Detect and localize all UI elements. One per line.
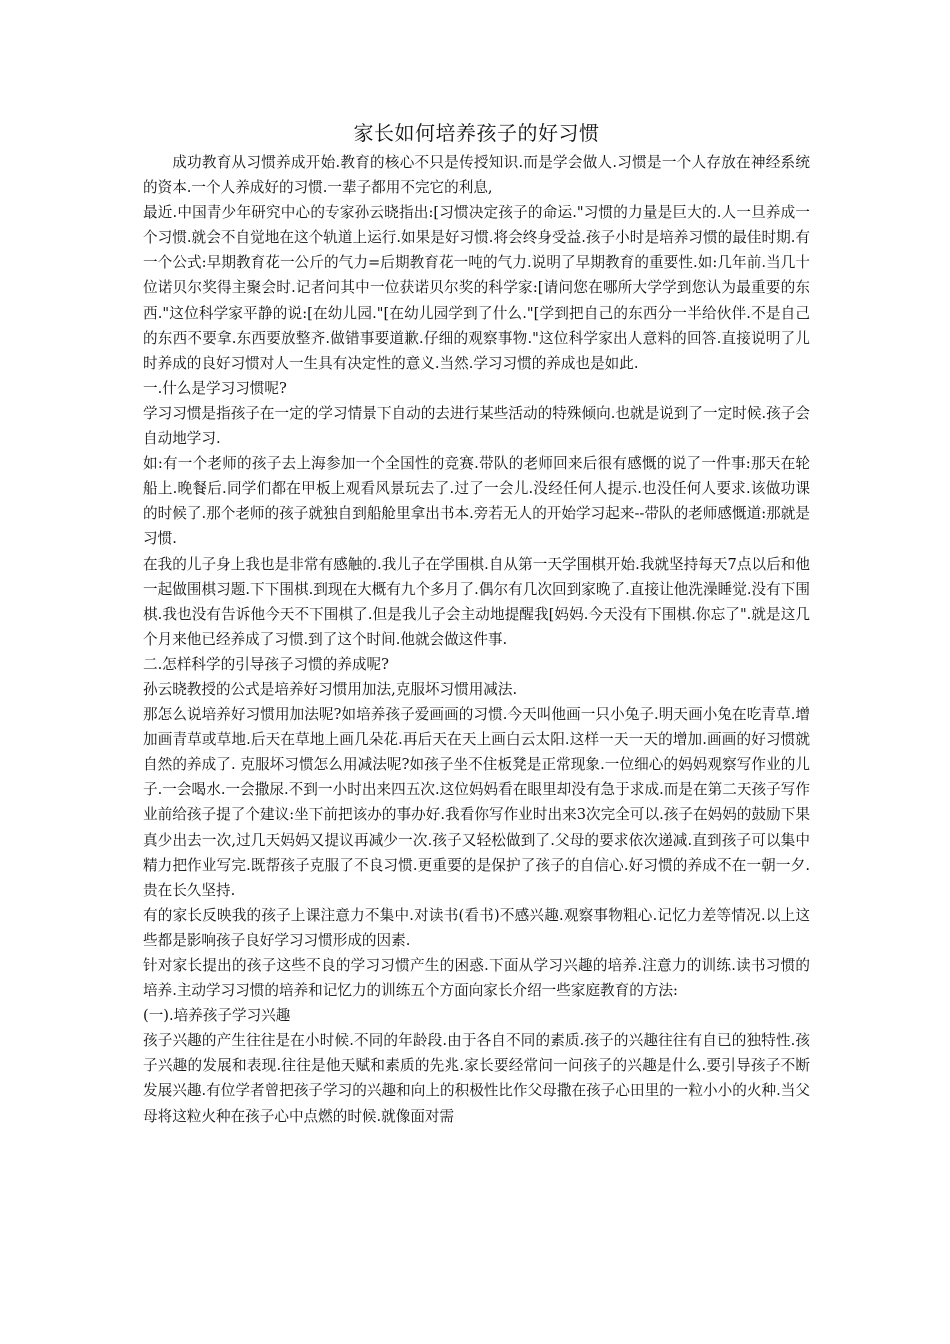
paragraph-interest: 孩子兴趣的产生往往是在小时候.不同的年龄段.由于各自不同的素质.孩子的兴趣往往有自已的独特性.孩子兴趣的发展和表现.往往是他天赋和素质的先兆.家长要经常问一问孩子的兴趣是什么.要引导孩子不断发展兴趣.有位学者曾把孩子学习的兴趣和向上的积极性比作父母撒在孩子心田里的一粒小小的火种.当父母将这粒火种在孩子心中点燃的时候.就像面对需 [143, 1032, 810, 1125]
section-heading-how-to-guide: 二.怎样科学的引导孩子习惯的养成呢? [143, 655, 389, 673]
paragraph-addition-subtraction: 那怎么说培养好习惯用加法呢?如培养孩子爱画画的习惯.今天叫他画一只小兔子.明天画小兔在吃青草.增加画青草或草地.后天在草地上画几朵花.再后天在天上画白云太阳.这样一天一天的增加.画画的好习惯就自然的养成了. 克服坏习惯怎么用减法呢?如孩子坐不住板凳是正常现象.一位细心的妈妈观察写作业的儿子.一会喝水.一会撒尿.不到一小时出来四五次.这位妈妈看在眼里却没有急于求成.而是在第二天孩子写作业前给孩子提了个建议:坐下前把该办的事办好.我看你写作业时出来3次完全可以.孩子在妈妈的鼓励下果真少出去一次,过几天妈妈又提议再减少一次.孩子又轻松做到了.父母的要求依次递减.直到孩子可以集中精力把作业写完.既帮孩子克服了不良习惯.更重要的是保护了孩子的自信心.好习惯的养成不在一朝一夕.贵在长久坚持. [143, 706, 810, 899]
subsection-heading-interest: (一).培养孩子学习兴趣 [143, 1007, 291, 1025]
section-heading-what-is-habit: 一.什么是学习习惯呢? [143, 379, 287, 397]
paragraph-definition: 学习习惯是指孩子在一定的学习情景下自动的去进行某些活动的特殊倾向.也就是说到了一定时候.孩子会自动地学习. [143, 404, 810, 448]
paragraph-five-aspects: 针对家长提出的孩子这些不良的学习习惯产生的困惑.下面从学习兴趣的培养.注意力的训练.读书习惯的培养.主动学习习惯的培养和记忆力的训练五个方面向家长介绍一些家庭教育的方法: [143, 957, 810, 1000]
paragraph-expert-quote: 最近.中国青少年研究中心的专家孙云晓指出:[习惯决定孩子的命运."习惯的力量是巨大的.人一旦养成一个习惯.就会不自觉地在这个轨道上运行.如果是好习惯.将会终身受益.孩子小时是培养习惯的最佳时期.有一个公式:早期教育花一公斤的气力=后期教育花一吨的气力.说明了早期教育的重要性.如:几年前.当几十位诺贝尔奖得主聚会时.记者问其中一位获诺贝尔奖的科学家:[请问您在哪所大学学到您认为最重要的东西."这位科学家平静的说:[在幼儿园."[在幼儿园学到了什么."[学到把自己的东西分一半给伙伴.不是自己的东西不要拿.东西要放整齐.做错事要道歉.仔细的观察事物."这位科学家出人意料的回答.直接说明了儿时养成的良好习惯对人一生具有决定性的意义.当然.学习习惯的养成也是如此. [143, 204, 810, 372]
paragraph-parent-feedback: 有的家长反映我的孩子上课注意力不集中.对读书(看书)不感兴趣.观察事物粗心.记忆力差等情况.以上这些都是影响孩子良好学习习惯形成的因素. [143, 906, 810, 949]
paragraph-go-example: 在我的儿子身上我也是非常有感触的.我儿子在学围棋.自从第一天学围棋开始.我就坚持每天7点以后和他一起做围棋习题.下下围棋.到现在大概有九个多月了.偶尔有几次回到家晚了.直接让他洗澡睡觉.没有下围棋.我也没有告诉他今天不下围棋了.但是我儿子会主动地提醒我[妈妈.今天没有下围棋.你忘了".就是这几个月来他已经养成了习惯.到了这个时间.他就会做这件事. [143, 555, 810, 648]
document-page [143, 118, 810, 1129]
paragraph-intro: 成功教育从习惯养成开始.教育的核心不只是传授知识.而是学会做人.习惯是一个人存放在神经系统的资本.一个人养成好的习惯.一辈子都用不完它的利息, [143, 154, 810, 197]
paragraph-ship-example: 如:有一个老师的孩子去上海参加一个全国性的竞赛.带队的老师回来后很有感慨的说了一件事:那天在轮船上.晚餐后.同学们都在甲板上观看风景玩去了.过了一会儿.没经任何人提示.也没任何人要求.该做功课的时候了.那个老师的孩子就独自到船舱里拿出书本.旁若无人的开始学习起来--带队的老师感慨道:那就是习惯. [143, 455, 810, 548]
document-title: 家长如何培养孩子的好习惯 [353, 121, 600, 145]
paragraph-formula: 孙云晓教授的公式是培养好习惯用加法,克服坏习惯用减法. [143, 680, 518, 698]
